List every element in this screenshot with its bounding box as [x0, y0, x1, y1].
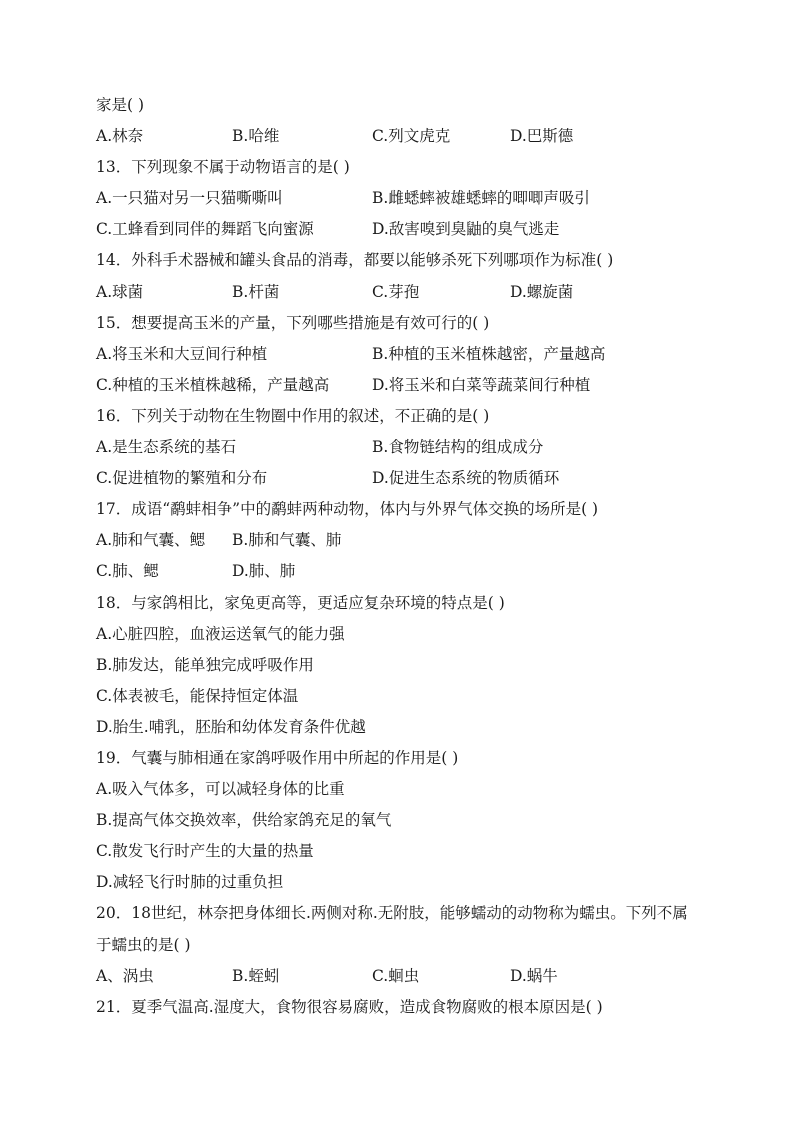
option-d: D.敌害嗅到臭鼬的臭气逃走 — [372, 220, 560, 239]
question-16-options-row-2 — [96, 463, 716, 494]
question-20-options — [96, 961, 716, 992]
option-c: C.芽孢 — [372, 282, 420, 301]
exam-page — [96, 90, 716, 1023]
option-d: D.螺旋菌 — [510, 282, 574, 301]
option-b: B.杆菌 — [232, 282, 280, 301]
option-d: D.减轻飞行时肺的过重负担 — [96, 873, 284, 892]
question-15-stem: 15．想要提高玉米的产量，下列哪些措施是有效可行的( ) — [96, 313, 490, 332]
option-d: D.蜗牛 — [510, 966, 558, 985]
option-a: A.吸入气体多，可以减轻身体的比重 — [96, 780, 345, 799]
option-d: D.巴斯德 — [510, 127, 574, 146]
question-17-options-row-1 — [96, 525, 716, 556]
question-21-stem: 21．夏季气温高.湿度大，食物很容易腐败，造成食物腐败的根本原因是( ) — [96, 997, 603, 1016]
option-c: C.体表被毛，能保持恒定体温 — [96, 686, 299, 705]
question-17-stem: 17．成语“鹬蚌相争”中的鹬蚌两种动物，体内与外界气体交换的场所是( ) — [96, 500, 599, 519]
option-d: D.肺、肺 — [232, 562, 296, 581]
option-d: D.胎生.哺乳，胚胎和幼体发育条件优越 — [96, 717, 366, 736]
question-14-options — [96, 277, 716, 308]
option-c: C.肺、鳃 — [96, 562, 159, 581]
question-12-stem-continued: 家是( ) — [96, 96, 145, 114]
question-15-options-row-1 — [96, 339, 716, 370]
question-15-options-row-2 — [96, 370, 716, 401]
option-a: A.将玉米和大豆间行种植 — [96, 344, 268, 363]
option-c: C.促进植物的繁殖和分布 — [96, 469, 268, 488]
option-b: B.提高气体交换效率，供给家鸽充足的氧气 — [96, 811, 392, 830]
option-b: B.蛭蚓 — [232, 966, 280, 985]
question-13-stem: 13．下列现象不属于动物语言的是( ) — [96, 158, 350, 177]
question-12-options — [96, 121, 716, 152]
option-a: A.心脏四腔，血液运送氧气的能力强 — [96, 624, 345, 643]
option-c: C.蛔虫 — [372, 966, 420, 985]
question-18-stem: 18．与家鸽相比，家兔更高等，更适应复杂环境的特点是( ) — [96, 593, 505, 612]
option-c: C.散发飞行时产生的大量的热量 — [96, 842, 314, 861]
option-a: A.一只猫对另一只猫嘶嘶叫 — [96, 189, 283, 208]
question-13-options-row-1 — [96, 183, 716, 214]
question-20-stem: 20．18世纪，林奈把身体细长.两侧对称.无附肢，能够蠕动的动物称为蠕虫。下列不属 — [96, 904, 688, 923]
question-13-options-row-2 — [96, 214, 716, 245]
option-c: C.工蜂看到同伴的舞蹈飞向蜜源 — [96, 220, 314, 239]
option-b: B.雌蟋蟀被雄蟋蟀的唧唧声吸引 — [372, 189, 590, 208]
option-d: D.将玉米和白菜等蔬菜间行种植 — [372, 375, 591, 394]
question-16-stem: 16．下列关于动物在生物圈中作用的叙述，不正确的是( ) — [96, 406, 490, 425]
option-b: B.肺和气囊、肺 — [232, 531, 342, 550]
option-b: B.肺发达，能单独完成呼吸作用 — [96, 655, 314, 674]
question-20-stem-line-2: 于蠕虫的是( ) — [96, 935, 191, 954]
option-b: B.哈维 — [232, 127, 280, 146]
option-a: A.肺和气囊、鳃 — [96, 531, 206, 550]
option-a: A.球菌 — [96, 282, 144, 301]
option-c: C.列文虎克 — [372, 127, 451, 146]
question-14-stem: 14．外科手术器械和罐头食品的消毒，都要以能够杀死下列哪项作为标准( ) — [96, 251, 614, 270]
option-a: A、涡虫 — [96, 966, 154, 985]
question-16-options-row-1 — [96, 432, 716, 463]
option-a: A.是生态系统的基石 — [96, 438, 237, 457]
option-c: C.种植的玉米植株越稀，产量越高 — [96, 375, 330, 394]
option-d: D.促进生态系统的物质循环 — [372, 469, 560, 488]
option-b: B.食物链结构的组成成分 — [372, 438, 544, 457]
question-17-options-row-2 — [96, 556, 716, 587]
option-b: B.种植的玉米植株越密，产量越高 — [372, 344, 606, 363]
question-19-stem: 19．气囊与肺相通在家鸽呼吸作用中所起的作用是( ) — [96, 748, 459, 767]
option-a: A.林奈 — [96, 127, 144, 146]
